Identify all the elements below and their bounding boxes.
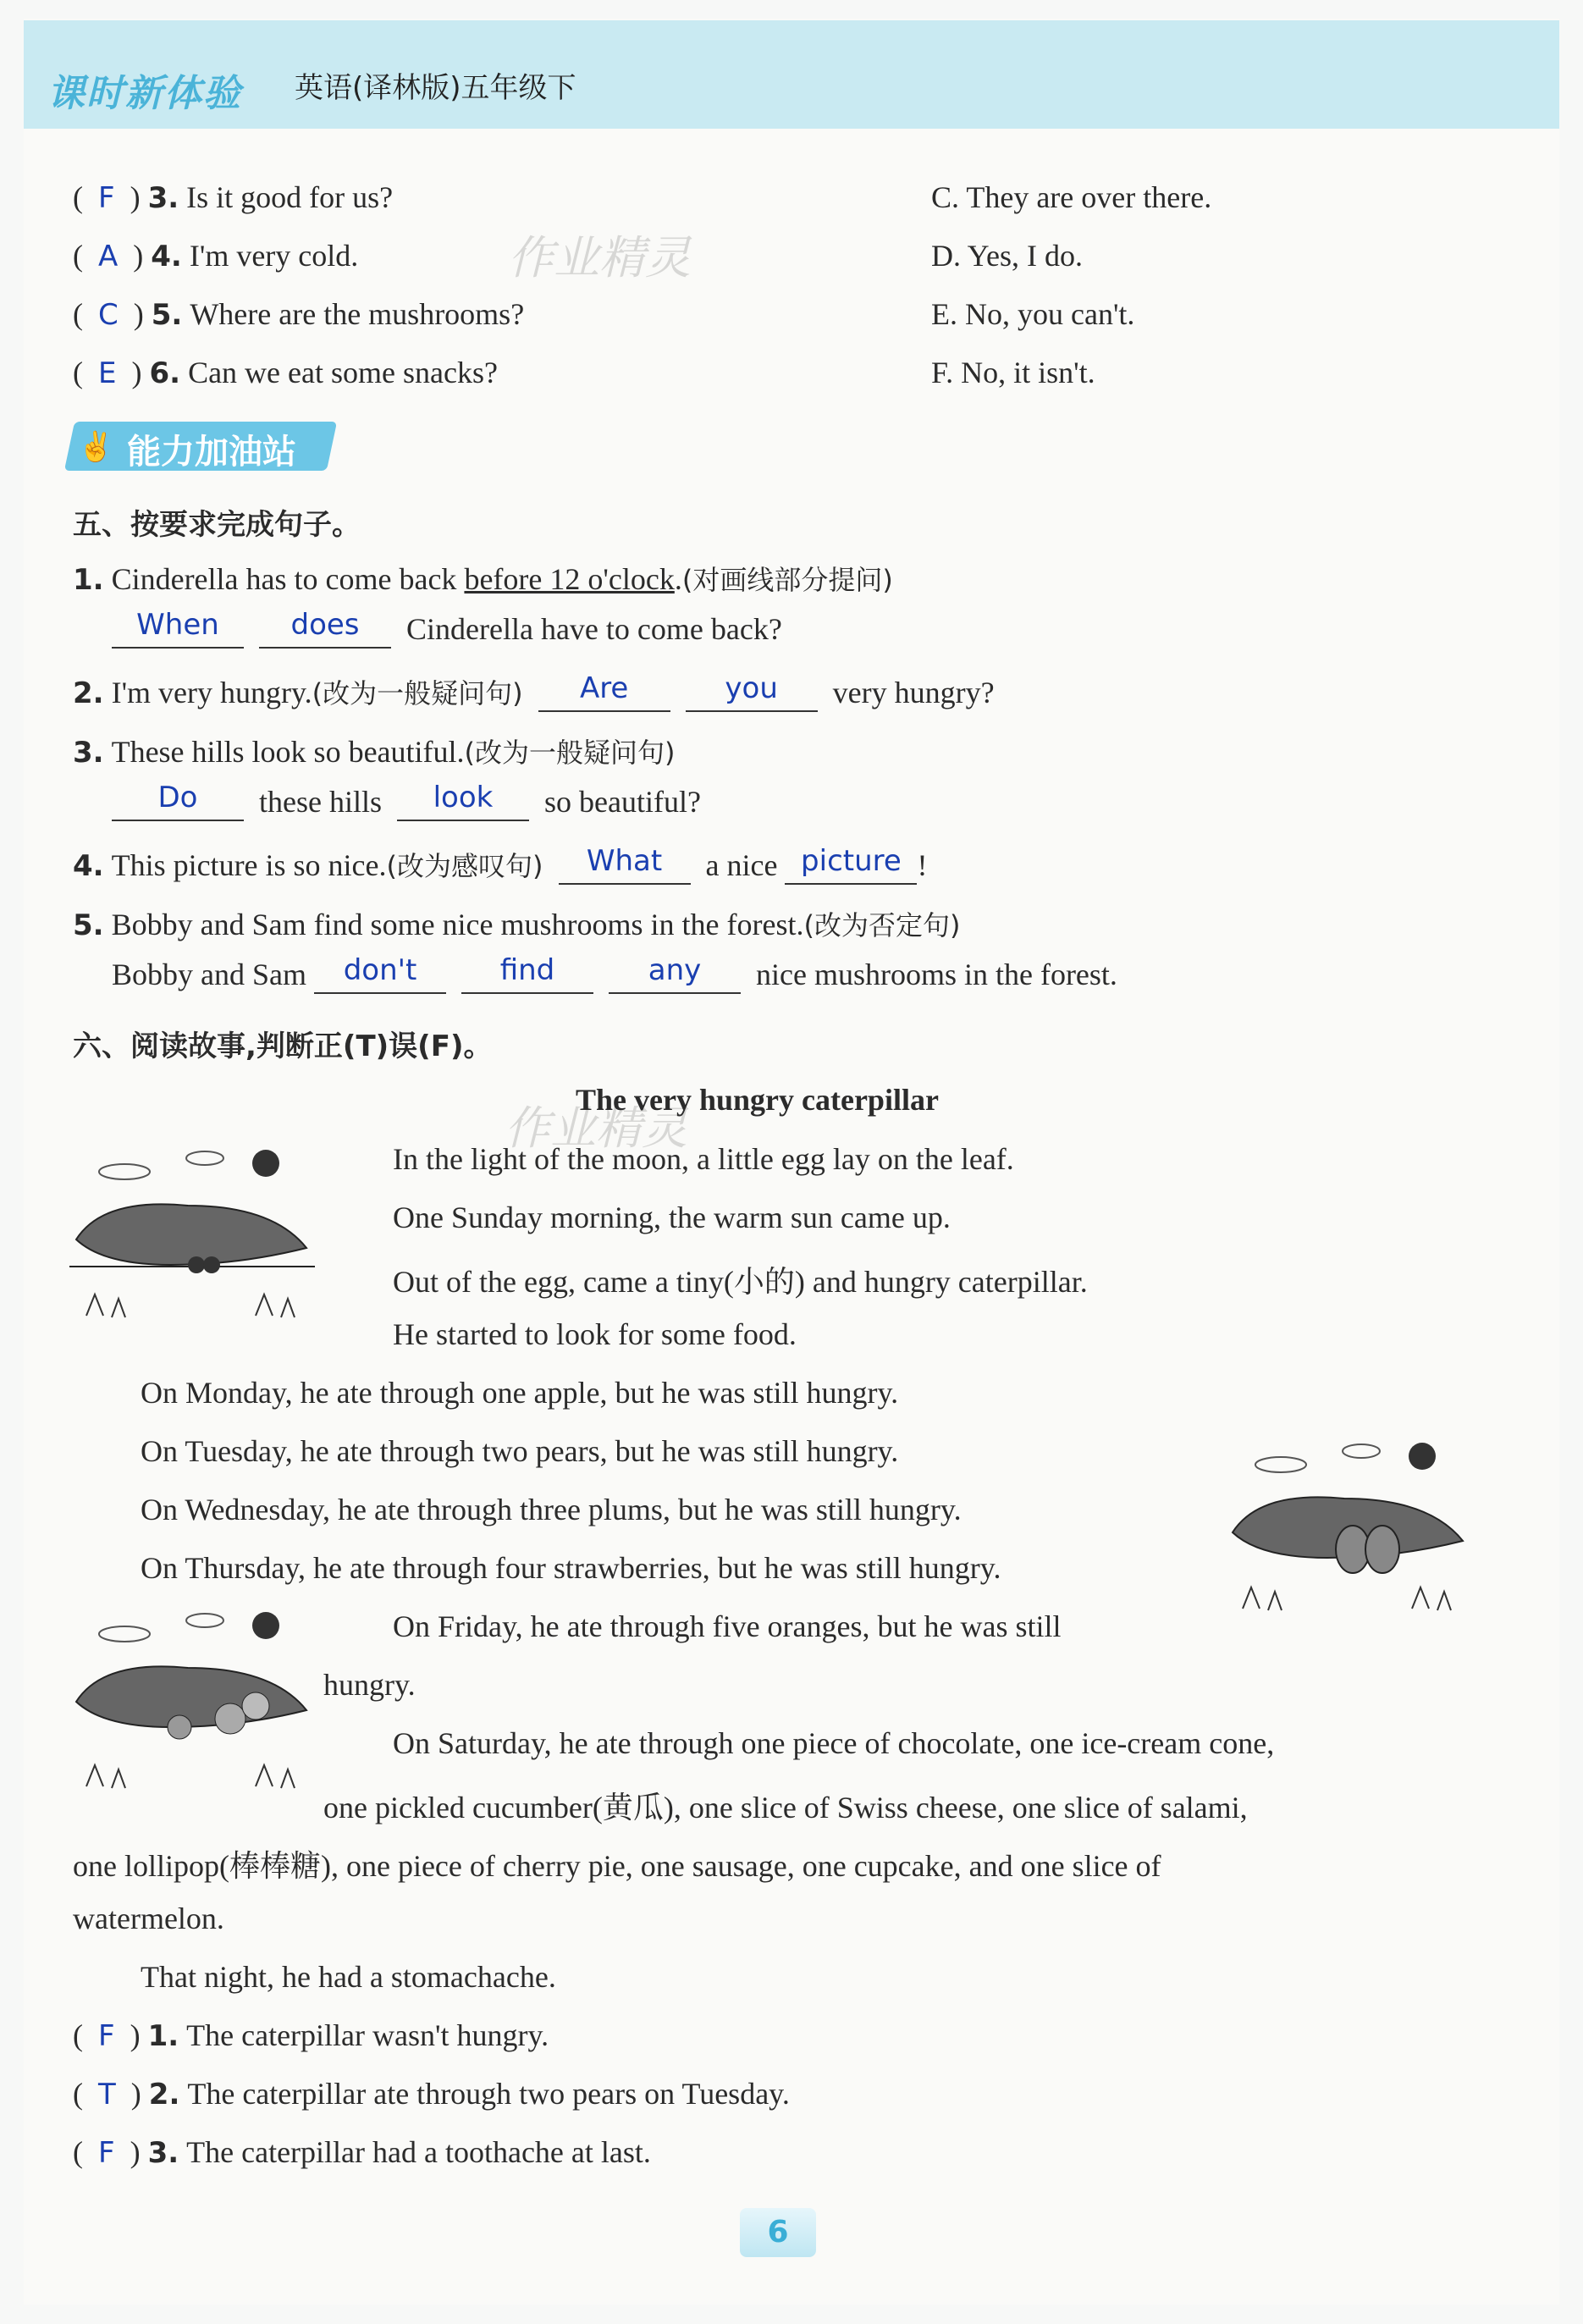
- answer-line-5: Bobby and Sam don't find any nice mushrooms in the forest.: [112, 957, 1117, 994]
- match-row: ( C ) 5. Where are the mushrooms?: [73, 297, 525, 332]
- story-line: On Tuesday, he ate through two pears, but he was still hungry.: [141, 1434, 899, 1468]
- answer-blank[interactable]: picture: [785, 847, 917, 885]
- story-line: On Wednesday, he ate through three plums, but he was still hungry.: [141, 1493, 962, 1526]
- page-header: [24, 20, 1559, 129]
- question-3: 3. These hills look so beautiful.(改为一般疑问句): [73, 735, 676, 770]
- story-line: That night, he had a stomachache.: [141, 1960, 556, 1994]
- option: F. No, it isn't.: [931, 356, 1095, 389]
- answer-blank[interactable]: When: [112, 611, 244, 649]
- option: C. They are over there.: [931, 180, 1212, 214]
- story-line: In the light of the moon, a little egg lay on the leaf.: [393, 1142, 1014, 1176]
- answer-line-3: Do these hills look so beautiful?: [112, 784, 701, 821]
- illustration-rock-foods: [69, 1600, 315, 1803]
- story-title: The very hungry caterpillar: [576, 1083, 939, 1117]
- answer-blank[interactable]: don't: [314, 957, 446, 994]
- match-row: ( F ) 3. Is it good for us?: [73, 180, 394, 215]
- answer-blank[interactable]: look: [397, 784, 529, 821]
- story-line: hungry.: [323, 1668, 416, 1702]
- answer: E: [98, 356, 117, 390]
- hand-icon: ✌: [78, 432, 114, 463]
- story-line: One Sunday morning, the warm sun came up.: [393, 1201, 951, 1234]
- answer-blank[interactable]: What: [559, 847, 691, 885]
- story-line: Out of the egg, came a tiny(小的) and hungry caterpillar.: [393, 1265, 1088, 1299]
- answer-blank[interactable]: find: [461, 957, 593, 994]
- answer: F: [98, 181, 115, 215]
- answer: T: [98, 2078, 116, 2111]
- answer: F: [98, 2019, 115, 2053]
- story-line: On Saturday, he ate through one piece of chocolate, one ice-cream cone,: [393, 1726, 1275, 1760]
- book-subtitle: 英语(译林版)五年级下: [295, 71, 576, 105]
- answer: F: [98, 2136, 115, 2170]
- section-badge: 能力加油站: [127, 433, 296, 472]
- watermark: 作业精灵: [505, 1101, 687, 1155]
- answer-blank[interactable]: does: [259, 611, 391, 649]
- option: E. No, you can't.: [931, 297, 1135, 331]
- match-row: ( E ) 6. Can we eat some snacks?: [73, 356, 498, 390]
- story-line: On Thursday, he ate through four strawberries, but he was still hungry.: [141, 1551, 1001, 1585]
- story-line: one lollipop(棒棒糖), one piece of cherry pie, one sausage, one cupcake, and one slice of: [73, 1849, 1161, 1883]
- story-line: one pickled cucumber(黄瓜), one slice of Swiss cheese, one slice of salami,: [323, 1791, 1248, 1824]
- watermark: 作业精灵: [508, 231, 691, 284]
- answer-line-1: When does Cinderella have to come back?: [112, 611, 782, 649]
- question-4: 4. This picture is so nice.(改为感叹句) What a nice picture !: [73, 844, 928, 883]
- illustration-rock-caterpillar: [69, 1138, 315, 1333]
- answer: C: [98, 298, 119, 332]
- tf-question: ( F ) 3. The caterpillar had a toothache at last.: [73, 2135, 651, 2170]
- option: D. Yes, I do.: [931, 239, 1084, 273]
- story-line: watermelon.: [73, 1902, 224, 1935]
- tf-question: ( T ) 2. The caterpillar ate through two pears on Tuesday.: [73, 2077, 790, 2111]
- brand-logo: 课时新体验: [47, 72, 242, 115]
- question-5: 5. Bobby and Sam find some nice mushrooms in the forest.(改为否定句): [73, 908, 961, 942]
- match-row: ( A ) 4. I'm very cold.: [73, 239, 359, 273]
- section-title: 六、阅读故事,判断正(T)误(F)。: [73, 1030, 493, 1063]
- answer-blank[interactable]: any: [609, 957, 741, 994]
- question-1: 1. Cinderella has to come back before 12 o'clock.(对画线部分提问): [73, 562, 893, 597]
- page-number: 6: [740, 2208, 816, 2257]
- answer-blank[interactable]: Do: [112, 784, 244, 821]
- tf-question: ( F ) 1. The caterpillar wasn't hungry.: [73, 2018, 549, 2053]
- answer: A: [98, 240, 119, 273]
- illustration-rock-pears: [1226, 1431, 1471, 1626]
- story-line: On Friday, he ate through five oranges, but he was still: [393, 1609, 1062, 1643]
- story-line: He started to look for some food.: [393, 1317, 797, 1351]
- section-title: 五、按要求完成句子。: [73, 508, 361, 542]
- question-2: 2. I'm very hungry.(改为一般疑问句) Are you very hungry?: [73, 671, 995, 710]
- answer-blank[interactable]: Are: [538, 675, 670, 712]
- answer-blank[interactable]: you: [686, 675, 818, 712]
- story-line: On Monday, he ate through one apple, but he was still hungry.: [141, 1376, 899, 1410]
